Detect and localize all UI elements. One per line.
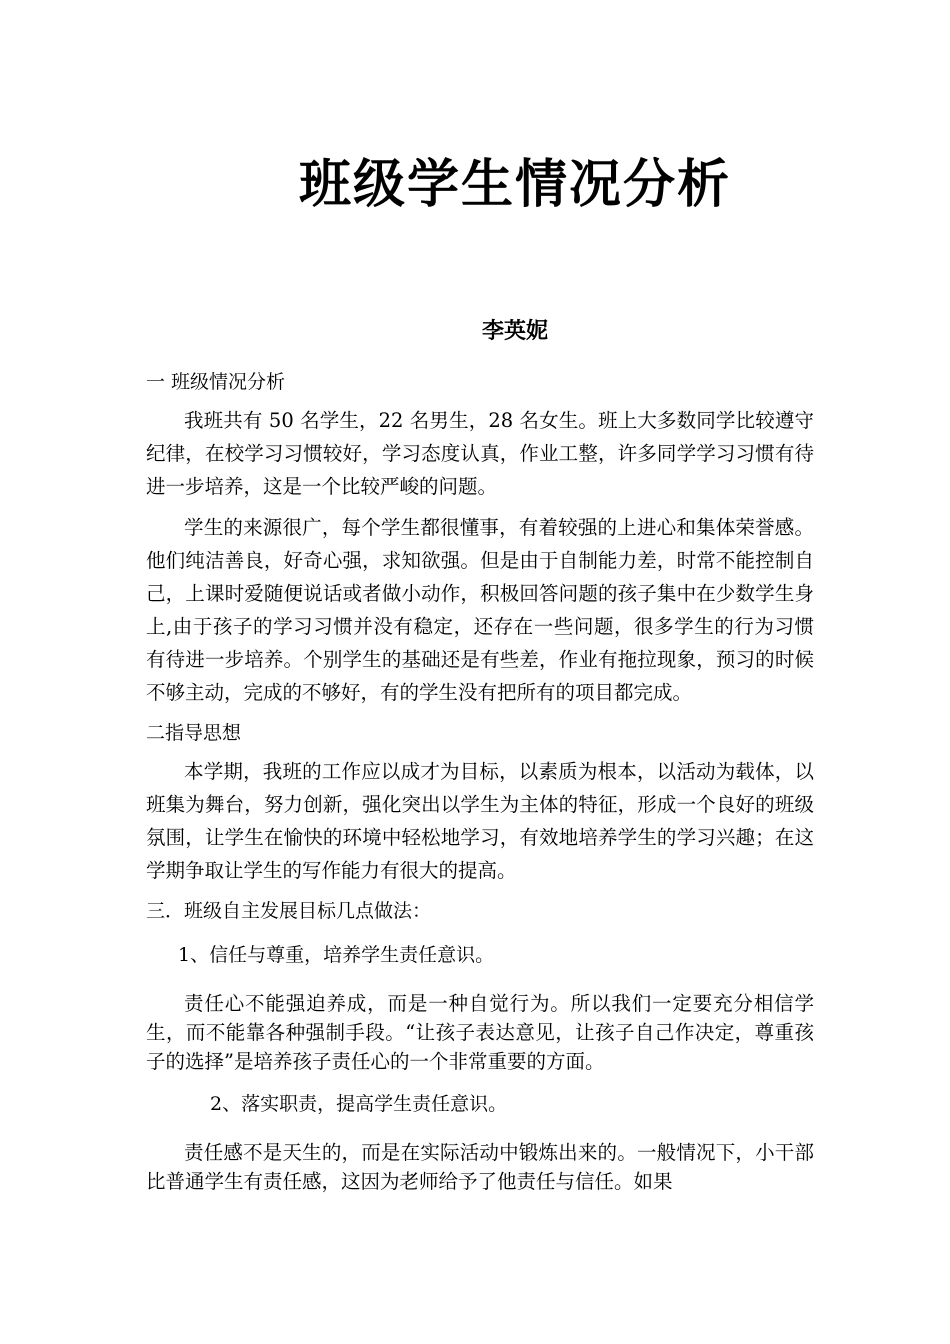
paragraph: 我班共有 50 名学生，22 名男生，28 名女生。班上大多数同学比较遵守纪律，在校学习习惯较好，学习态度认真，作业工整，许多同学学习习惯有待进一步培养，这是一个比较严峻的问题。	[146, 409, 814, 498]
paragraph: 学生的来源很广，每个学生都很懂事，有着较强的上进心和集体荣誉感。他们纯洁善良，好奇心强，求知欲强。但是由于自制能力差，时常不能控制自己，上课时爱随便说话或者做小动作，积极回答问题的孩子集中在少数学生身上,由于孩子的学习习惯并没有稳定，还存在一些问题，很多学生的行为习惯有待进一步培养。个别学生的基础还是有些差，作业有拖拉现象，预习的时候不够主动，完成的不够好，有的学生没有把所有的项目都完成。	[146, 516, 814, 704]
document-author: 李英妮	[481, 319, 548, 344]
section-heading-3: 三．班级自主发展目标几点做法：	[146, 900, 432, 922]
paragraph: 本学期，我班的工作应以成才为目标，以素质为根本，以活动为载体，以班集为舞台，努力创新，强化突出以学生为主体的特征，形成一个良好的班级氛围，让学生在愉快的环境中轻松地学习，有效地培养学生的学习兴趣；在这学期争取让学生的写作能力有很大的提高。	[146, 760, 814, 882]
section-heading-1: 一 班级情况分析	[146, 371, 286, 393]
document-title: 班级学生情况分析	[298, 155, 731, 215]
paragraph: 责任感不是天生的，而是在实际活动中锻炼出来的。一般情况下，小干部比普通学生有责任感，这因为老师给予了他责任与信任。如果	[146, 1141, 814, 1193]
section-heading-2: 二指导思想	[146, 722, 242, 744]
subheading-item-2: 2、落实职责，提高学生责任意识。	[210, 1093, 508, 1115]
subheading-item-1: 1、信任与尊重，培养学生责任意识。	[178, 944, 495, 966]
document-body	[146, 366, 814, 1204]
paragraph: 责任心不能强迫养成，而是一种自觉行为。所以我们一定要充分相信学生，而不能靠各种强制手段。“让孩子表达意见，让孩子自己作决定，尊重孩子的选择”是培养孩子责任心的一个非常重要的方面。	[146, 992, 814, 1073]
